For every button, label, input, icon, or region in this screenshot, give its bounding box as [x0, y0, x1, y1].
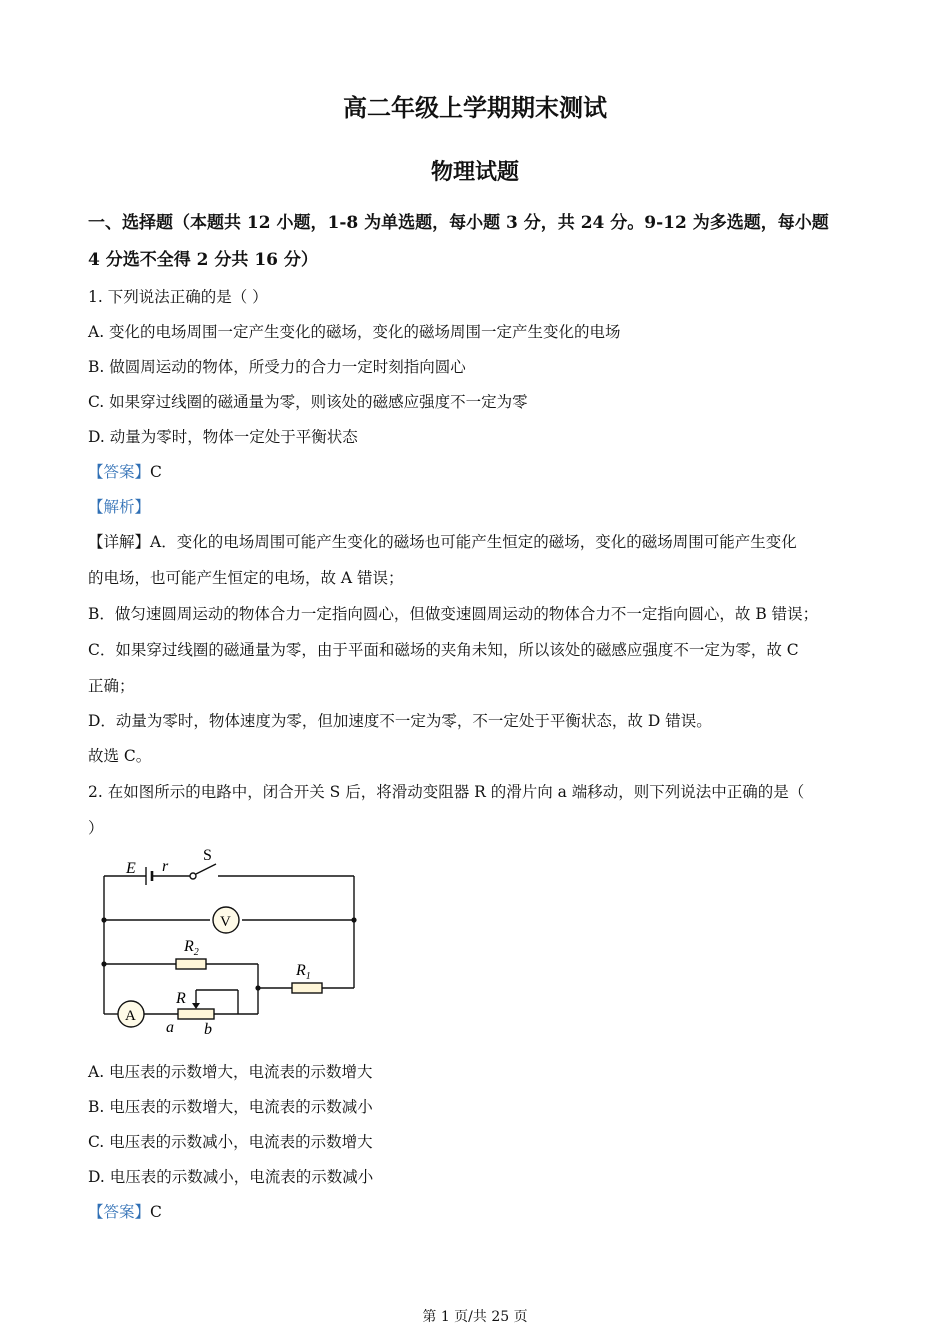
section-heading-line1: 一、选择题（本题共 12 小题，1-8 为单选题，每小题 3 分，共 24 分。9-12 为多选题，每小题	[88, 213, 829, 233]
voltmeter-label: V	[220, 914, 231, 930]
q1-option-b: B. 做圆周运动的物体，所受力的合力一定时刻指向圆心	[88, 358, 466, 376]
label-end-b: b	[204, 1021, 212, 1038]
label-end-a: a	[166, 1019, 174, 1036]
answer-value: C	[150, 463, 162, 481]
section-heading-line2: 4 分选不全得 2 分共 16 分）	[88, 250, 318, 270]
q1-option-a: A. 变化的电场周围一定产生变化的磁场，变化的磁场周围一定产生变化的电场	[88, 323, 621, 341]
label-r1: $R_1$	[296, 962, 311, 982]
switch-blade	[196, 864, 216, 874]
page-footer: 第 1 页/共 25 页	[422, 1309, 528, 1325]
answer-tag: 【答案】	[88, 1203, 151, 1221]
answer-value: C	[150, 1203, 162, 1221]
q1-stem: 1. 下列说法正确的是（ ）	[88, 288, 268, 306]
q1-answer	[88, 460, 162, 482]
q1-detail-line: B．做匀速圆周运动的物体合力一定指向圆心，但做变速圆周运动的物体合力不一定指向圆心，故 B 错误；	[88, 605, 819, 623]
q2-option-d: D. 电压表的示数减小，电流表的示数减小	[88, 1168, 374, 1186]
circuit-diagram	[96, 842, 364, 1042]
q2-option-a: A. 电压表的示数增大，电流表的示数增大	[88, 1063, 373, 1081]
switch-contact	[190, 873, 196, 879]
q1-detail-line: 【详解】A．变化的电场周围可能产生变化的磁场也可能产生恒定的磁场，变化的磁场周围可能产生变化	[88, 533, 797, 551]
q1-option-d: D. 动量为零时，物体一定处于平衡状态	[88, 428, 358, 446]
q2-stem-line1: 2. 在如图所示的电路中，闭合开关 S 后，将滑动变阻器 R 的滑片向 a 端移动，则下列说法中正确的是（	[88, 783, 805, 801]
q1-detail-line: 故选 C。	[88, 747, 152, 765]
q2-stem-line2: ）	[88, 819, 104, 837]
resistor-r1	[292, 983, 322, 993]
slider-arrow-icon	[192, 1003, 200, 1009]
q2-option-c: C. 电压表的示数减小，电流表的示数增大	[88, 1133, 373, 1151]
label-rheostat: R	[176, 990, 186, 1007]
resistor-r2	[176, 959, 206, 969]
label-internal-resistance: r	[162, 858, 169, 875]
q1-detail-line: 的电场，也可能产生恒定的电场，故 A 错误；	[88, 569, 404, 587]
q1-detail-line: D．动量为零时，物体速度为零，但加速度不一定为零，不一定处于平衡状态，故 D 错误。	[88, 712, 712, 730]
page-title: 高二年级上学期期末测试	[343, 93, 607, 122]
q1-detail-line: C．如果穿过线圈的磁通量为零，由于平面和磁场的夹角未知，所以该处的磁感应强度不一定为零，故 C	[88, 641, 799, 659]
label-r2: $R_2$	[184, 938, 199, 958]
ammeter-label: A	[125, 1008, 136, 1024]
q1-analysis-tag: 【解析】	[88, 498, 151, 516]
rheostat-r	[178, 1009, 214, 1019]
q1-detail-line: 正确；	[88, 677, 135, 695]
label-emf: E	[126, 860, 136, 877]
answer-tag: 【答案】	[88, 463, 151, 481]
q2-answer	[88, 1200, 162, 1222]
page-subtitle: 物理试题	[430, 159, 519, 185]
q1-option-c: C. 如果穿过线圈的磁通量为零，则该处的磁感应强度不一定为零	[88, 393, 528, 411]
q2-option-b: B. 电压表的示数增大，电流表的示数减小	[88, 1098, 373, 1116]
label-switch: S	[203, 847, 212, 864]
